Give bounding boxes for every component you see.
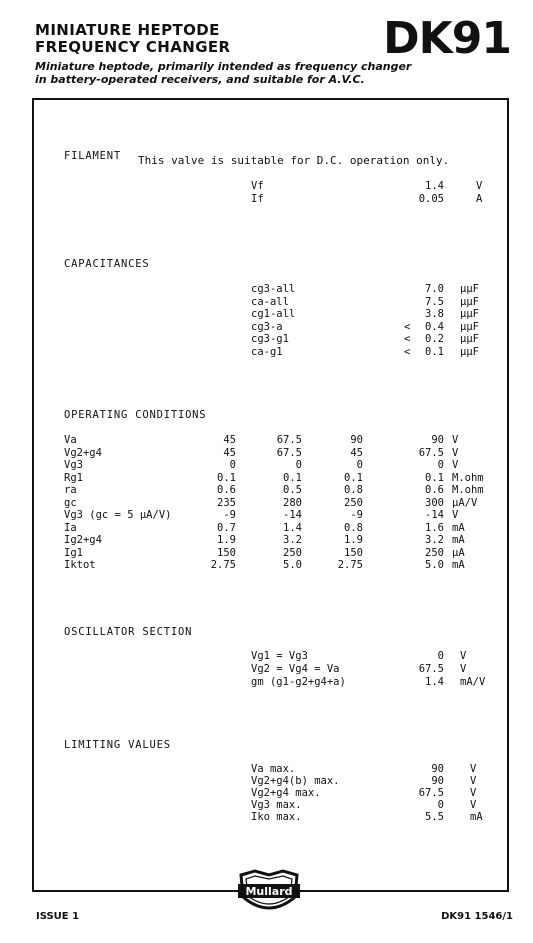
unit-cell: V <box>460 663 467 675</box>
symbol-cell: Vg2+g4 max. <box>251 787 321 799</box>
value-cell: 3.2 <box>283 534 302 546</box>
unit-cell: µA/V <box>452 496 478 509</box>
symbol-cell: Iko max. <box>251 811 302 823</box>
value-cell: 5.0 <box>283 559 302 571</box>
value-cell: 5.0 <box>425 559 444 571</box>
unit-cell: µµF <box>460 333 479 345</box>
unit-cell: µµF <box>460 308 479 320</box>
valve-code: DK91 <box>383 13 511 64</box>
unit-cell: mA/V <box>460 676 486 688</box>
subtitle-line-1: Miniature heptode, primarily intended as frequency changer <box>35 60 412 73</box>
less-than-sign: < <box>404 320 411 333</box>
subtitle-line-2: in battery-operated receivers, and suitable for A.V.C. <box>35 73 365 86</box>
symbol-cell: Ig1 <box>64 546 83 559</box>
unit-cell: V <box>460 650 467 662</box>
value-cell: 7.5 <box>425 295 444 308</box>
unit-cell: µµF <box>460 283 479 295</box>
symbol-cell: ra <box>64 484 77 496</box>
unit-cell: V <box>452 509 459 521</box>
symbol-cell: Va max. <box>251 763 296 775</box>
value-cell: 0.05 <box>418 193 444 205</box>
symbol-cell: Vg2+g4(b) max. <box>251 775 340 787</box>
value-cell: 67.5 <box>276 434 302 446</box>
value-cell: 0.2 <box>425 333 444 345</box>
value-cell: 45 <box>350 446 363 459</box>
value-cell: 280 <box>283 496 302 509</box>
page-title <box>35 22 231 56</box>
issue-label: ISSUE 1 <box>36 911 80 922</box>
value-cell: 7.0 <box>425 283 444 295</box>
symbol-cell: gc <box>64 496 77 509</box>
value-cell: 0 <box>437 650 444 662</box>
value-cell: 1.4 <box>425 180 444 192</box>
oscillator-section-label: OSCILLATOR SECTION <box>64 626 193 638</box>
value-cell: 67.5 <box>418 787 444 799</box>
value-cell: 250 <box>344 496 363 509</box>
value-cell: 0 <box>437 459 444 471</box>
value-cell: 67.5 <box>418 446 444 459</box>
symbol-cell: Ig2+g4 <box>64 534 102 546</box>
symbol-cell: gm (g1-g2+g4+a) <box>251 676 346 688</box>
unit-cell: M.ohm <box>452 471 484 484</box>
unit-cell: mA <box>452 521 465 534</box>
unit-cell: mA <box>452 534 465 546</box>
unit-cell: M.ohm <box>452 484 484 496</box>
symbol-cell: Ia <box>64 521 77 534</box>
value-cell: 235 <box>217 496 236 509</box>
limiting-values-label: LIMITING VALUES <box>64 739 171 751</box>
unit-cell: µµF <box>460 320 479 333</box>
symbol-cell: Vg3 <box>64 459 83 471</box>
value-cell: 67.5 <box>418 663 444 675</box>
unit-cell: A <box>476 193 483 205</box>
unit-cell: V <box>452 459 459 471</box>
symbol-cell: Vg3 max. <box>251 799 302 811</box>
mullard-logo <box>237 869 301 917</box>
title-line-2: FREQUENCY CHANGER <box>35 38 231 56</box>
value-cell: 0.1 <box>217 471 236 484</box>
symbol-cell: cg1-all <box>251 308 296 320</box>
filament-label: FILAMENT <box>64 150 121 162</box>
symbol-cell: cg3-g1 <box>251 333 289 345</box>
less-than-sign: < <box>404 333 411 345</box>
value-cell: -14 <box>283 509 302 521</box>
filament-note: This valve is suitable for D.C. operation only. <box>138 154 450 167</box>
value-cell: 45 <box>223 446 236 459</box>
unit-cell: V <box>452 434 459 446</box>
value-cell: 250 <box>283 546 302 559</box>
value-cell: 2.75 <box>210 559 236 571</box>
value-cell: 1.9 <box>344 534 363 546</box>
subtitle <box>35 60 411 86</box>
value-cell: 300 <box>425 496 444 509</box>
symbol-cell: Vg2+g4 <box>64 446 102 459</box>
capacitances-label: CAPACITANCES <box>64 258 150 270</box>
symbol-cell: cg3-a <box>251 320 283 333</box>
value-cell: -9 <box>223 509 236 521</box>
unit-cell: V <box>470 787 477 799</box>
value-cell: -14 <box>425 509 444 521</box>
unit-cell: V <box>452 446 459 459</box>
value-cell: 0.6 <box>217 484 236 496</box>
value-cell: 3.2 <box>425 534 444 546</box>
value-cell: 0.1 <box>425 471 444 484</box>
symbol-cell: Vg1 = Vg3 <box>251 650 308 662</box>
unit-cell: V <box>470 775 477 787</box>
symbol-cell: Rg1 <box>64 471 83 484</box>
value-cell: 150 <box>344 546 363 559</box>
title-line-1: MINIATURE HEPTODE <box>35 21 220 39</box>
symbol-cell: Va <box>64 434 77 446</box>
unit-cell: µA <box>452 546 465 559</box>
symbol-cell: If <box>251 193 264 205</box>
operating-conditions-label: OPERATING CONDITIONS <box>64 409 207 421</box>
symbol-cell: Iktot <box>64 559 96 571</box>
value-cell: 90 <box>350 434 363 446</box>
value-cell: 0.1 <box>425 345 444 358</box>
value-cell: 0.8 <box>344 484 363 496</box>
value-cell: 5.5 <box>425 811 444 823</box>
less-than-sign: < <box>404 345 411 358</box>
value-cell: 0.7 <box>217 521 236 534</box>
value-cell: 1.9 <box>217 534 236 546</box>
symbol-cell: Vf <box>251 180 264 192</box>
value-cell: 0.8 <box>344 521 363 534</box>
symbol-cell: ca-all <box>251 295 289 308</box>
symbol-cell: Vg2 = Vg4 = Va <box>251 663 340 675</box>
symbol-cell: Vg3 (gc = 5 µA/V) <box>64 509 172 521</box>
unit-cell: V <box>476 180 483 192</box>
value-cell: 90 <box>431 434 444 446</box>
unit-cell: µµF <box>460 345 479 358</box>
value-cell: 1.6 <box>425 521 444 534</box>
value-cell: 90 <box>431 775 444 787</box>
unit-cell: V <box>470 763 477 775</box>
value-cell: 3.8 <box>425 308 444 320</box>
value-cell: 67.5 <box>276 446 302 459</box>
value-cell: 150 <box>217 546 236 559</box>
value-cell: 0 <box>229 459 236 471</box>
unit-cell: µµF <box>460 295 479 308</box>
value-cell: 0.4 <box>425 320 444 333</box>
value-cell: 0.1 <box>344 471 363 484</box>
value-cell: 250 <box>425 546 444 559</box>
value-cell: -9 <box>350 509 363 521</box>
value-cell: 1.4 <box>425 676 444 688</box>
value-cell: 0.6 <box>425 484 444 496</box>
value-cell: 1.4 <box>283 521 302 534</box>
logo-text: Mullard <box>245 885 293 898</box>
value-cell: 45 <box>223 434 236 446</box>
value-cell: 0.1 <box>283 471 302 484</box>
unit-cell: mA <box>452 559 465 571</box>
value-cell: 0 <box>437 799 444 811</box>
unit-cell: V <box>470 799 477 811</box>
value-cell: 90 <box>431 763 444 775</box>
unit-cell: mA <box>470 811 483 823</box>
value-cell: 2.75 <box>337 559 363 571</box>
value-cell: 0.5 <box>283 484 302 496</box>
value-cell: 0 <box>295 459 302 471</box>
value-cell: 0 <box>356 459 363 471</box>
symbol-cell: cg3-all <box>251 283 296 295</box>
sheet-reference: DK91 1546/1 <box>441 911 513 922</box>
symbol-cell: ca-g1 <box>251 345 283 358</box>
